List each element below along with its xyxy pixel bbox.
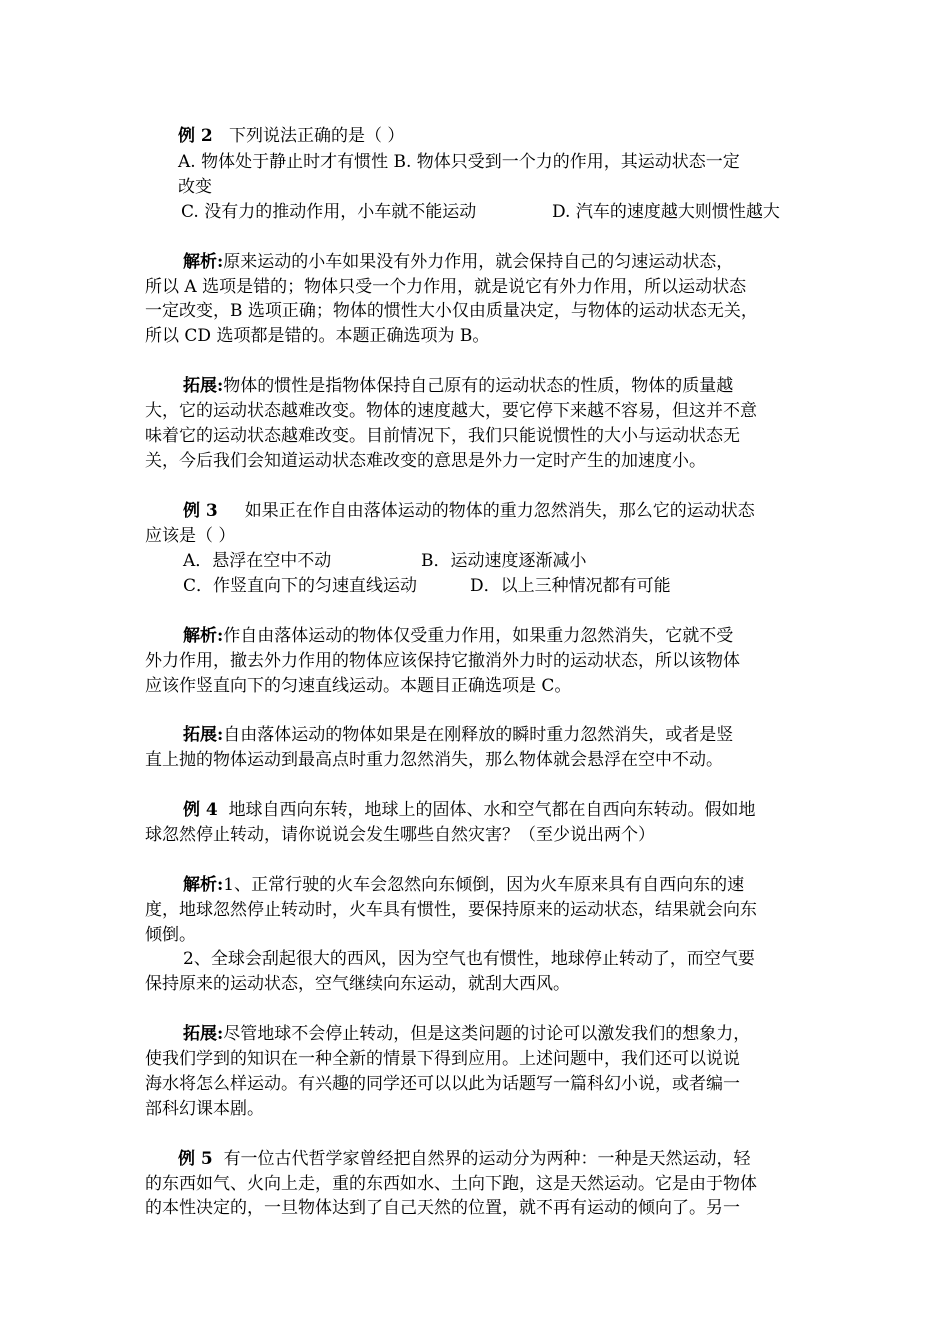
- question-text: 球忽然停止转动，请你说说会发生哪些自然灾害？（至少说出两个）: [145, 825, 655, 845]
- extension-label: 拓展:: [183, 1024, 224, 1044]
- analysis-text: 原来运动的小车如果没有外力作用，就会保持自己的匀速运动状态，: [223, 252, 734, 272]
- extension-text: 关，今后我们会知道运动状态难改变的意思是外力一定时产生的加速度小。: [145, 451, 706, 471]
- option-c: C. 没有力的推动作用，小车就不能运动: [181, 202, 477, 222]
- extension-line: [183, 723, 733, 747]
- analysis-text: 一定改变，B 选项正确；物体的惯性大小仅由质量决定，与物体的运动状态无关，: [145, 301, 758, 321]
- question-text: 地球自西向东转，地球上的固体、水和空气都在自西向东转动。假如地: [228, 800, 756, 820]
- analysis-text: 2、全球会刮起很大的西风，因为空气也有惯性，地球停止转动了，而空气要: [183, 949, 755, 969]
- analysis-text: 应该作竖直向下的匀速直线运动。本题目正确选项是 C。: [145, 676, 572, 696]
- example-3-question: [183, 499, 755, 523]
- analysis-label: 解析:: [183, 875, 224, 895]
- example-label: 例 2: [178, 126, 213, 146]
- extension-text: 自由落体运动的物体如果是在刚释放的瞬时重力忽然消失，或者是竖: [223, 725, 734, 745]
- extension-text: 直上抛的物体运动到最高点时重力忽然消失，那么物体就会悬浮在空中不动。: [145, 750, 723, 770]
- extension-text: 大，它的运动状态越难改变。物体的速度越大，要它停下来越不容易，但这并不意: [145, 401, 757, 421]
- example-4-question: [183, 798, 756, 822]
- option-d: D．以上三种情况都有可能: [470, 576, 671, 596]
- analysis-line: [183, 624, 733, 648]
- extension-text: 使我们学到的知识在一种全新的情景下得到应用。上述问题中，我们还可以说说: [145, 1049, 740, 1069]
- option-c: C．作竖直向下的匀速直线运动: [183, 576, 418, 596]
- question-text: 如果正在作自由落体运动的物体的重力忽然消失，那么它的运动状态: [244, 501, 755, 521]
- option-a: A. 物体处于静止时才有惯性: [178, 152, 389, 172]
- extension-label: 拓展:: [183, 725, 224, 745]
- option-b: B. 物体只受到一个力的作用，其运动状态一定: [393, 152, 740, 172]
- option-line: [178, 150, 740, 174]
- extension-text: 海水将怎么样运动。有兴趣的同学还可以以此为话题写一篇科幻小说，或者编一: [145, 1074, 740, 1094]
- body-text: 的本性决定的，一旦物体达到了自己天然的位置，就不再有运动的倾向了。另一: [145, 1198, 740, 1218]
- analysis-text: 作自由落体运动的物体仅受重力作用，如果重力忽然消失，它就不受: [223, 626, 734, 646]
- question-text: 下列说法正确的是（ ）: [228, 126, 405, 146]
- body-text: 的东西如气、火向上走，重的东西如水、土向下跑，这是天然运动。它是由于物体: [145, 1174, 757, 1194]
- analysis-text: 外力作用，撤去外力作用的物体应该保持它撤消外力时的运动状态，所以该物体: [145, 651, 740, 671]
- analysis-label: 解析:: [183, 252, 224, 272]
- extension-text: 尽管地球不会停止转动，但是这类问题的讨论可以激发我们的想象力，: [223, 1024, 751, 1044]
- analysis-text: 1、正常行驶的火车会忽然向东倾倒，因为火车原来具有自西向东的速: [223, 875, 745, 895]
- body-text: 有一位古代哲学家曾经把自然界的运动分为两种：一种是天然运动，轻: [223, 1149, 751, 1169]
- analysis-line: [183, 250, 733, 274]
- extension-line: [183, 374, 733, 398]
- extension-text: 物体的惯性是指物体保持自己原有的运动状态的性质，物体的质量越: [223, 376, 734, 396]
- example-5-text: [178, 1147, 751, 1171]
- extension-text: 部科幻课本剧。: [145, 1099, 264, 1119]
- option-a: A．悬浮在空中不动: [183, 551, 332, 571]
- analysis-line: [183, 873, 744, 897]
- extension-line: [183, 1022, 750, 1046]
- option-d: D. 汽车的速度越大则惯性越大: [552, 202, 780, 222]
- analysis-text: 保持原来的运动状态，空气继续向东运动，就刮大西风。: [145, 974, 570, 994]
- option-b: B．运动速度逐渐减小: [421, 551, 587, 571]
- analysis-text: 所以 CD 选项都是错的。本题正确选项为 B。: [145, 326, 490, 346]
- extension-label: 拓展:: [183, 376, 224, 396]
- example-2-question: [178, 124, 404, 148]
- question-text: 应该是（ ）: [145, 526, 236, 546]
- example-label: 例 4: [183, 800, 218, 820]
- example-label: 例 3: [183, 501, 218, 521]
- example-label: 例 5: [178, 1149, 213, 1169]
- analysis-text: 度，地球忽然停止转动时，火车具有惯性，要保持原来的运动状态，结果就会向东: [145, 900, 757, 920]
- extension-text: 味着它的运动状态越难改变。目前情况下，我们只能说惯性的大小与运动状态无: [145, 426, 740, 446]
- option-b-continued: 改变: [178, 177, 212, 197]
- analysis-text: 所以 A 选项是错的；物体只受一个力作用，就是说它有外力作用，所以运动状态: [145, 277, 747, 297]
- option-line: [181, 200, 476, 224]
- analysis-text: 倾倒。: [145, 925, 196, 945]
- analysis-label: 解析:: [183, 626, 224, 646]
